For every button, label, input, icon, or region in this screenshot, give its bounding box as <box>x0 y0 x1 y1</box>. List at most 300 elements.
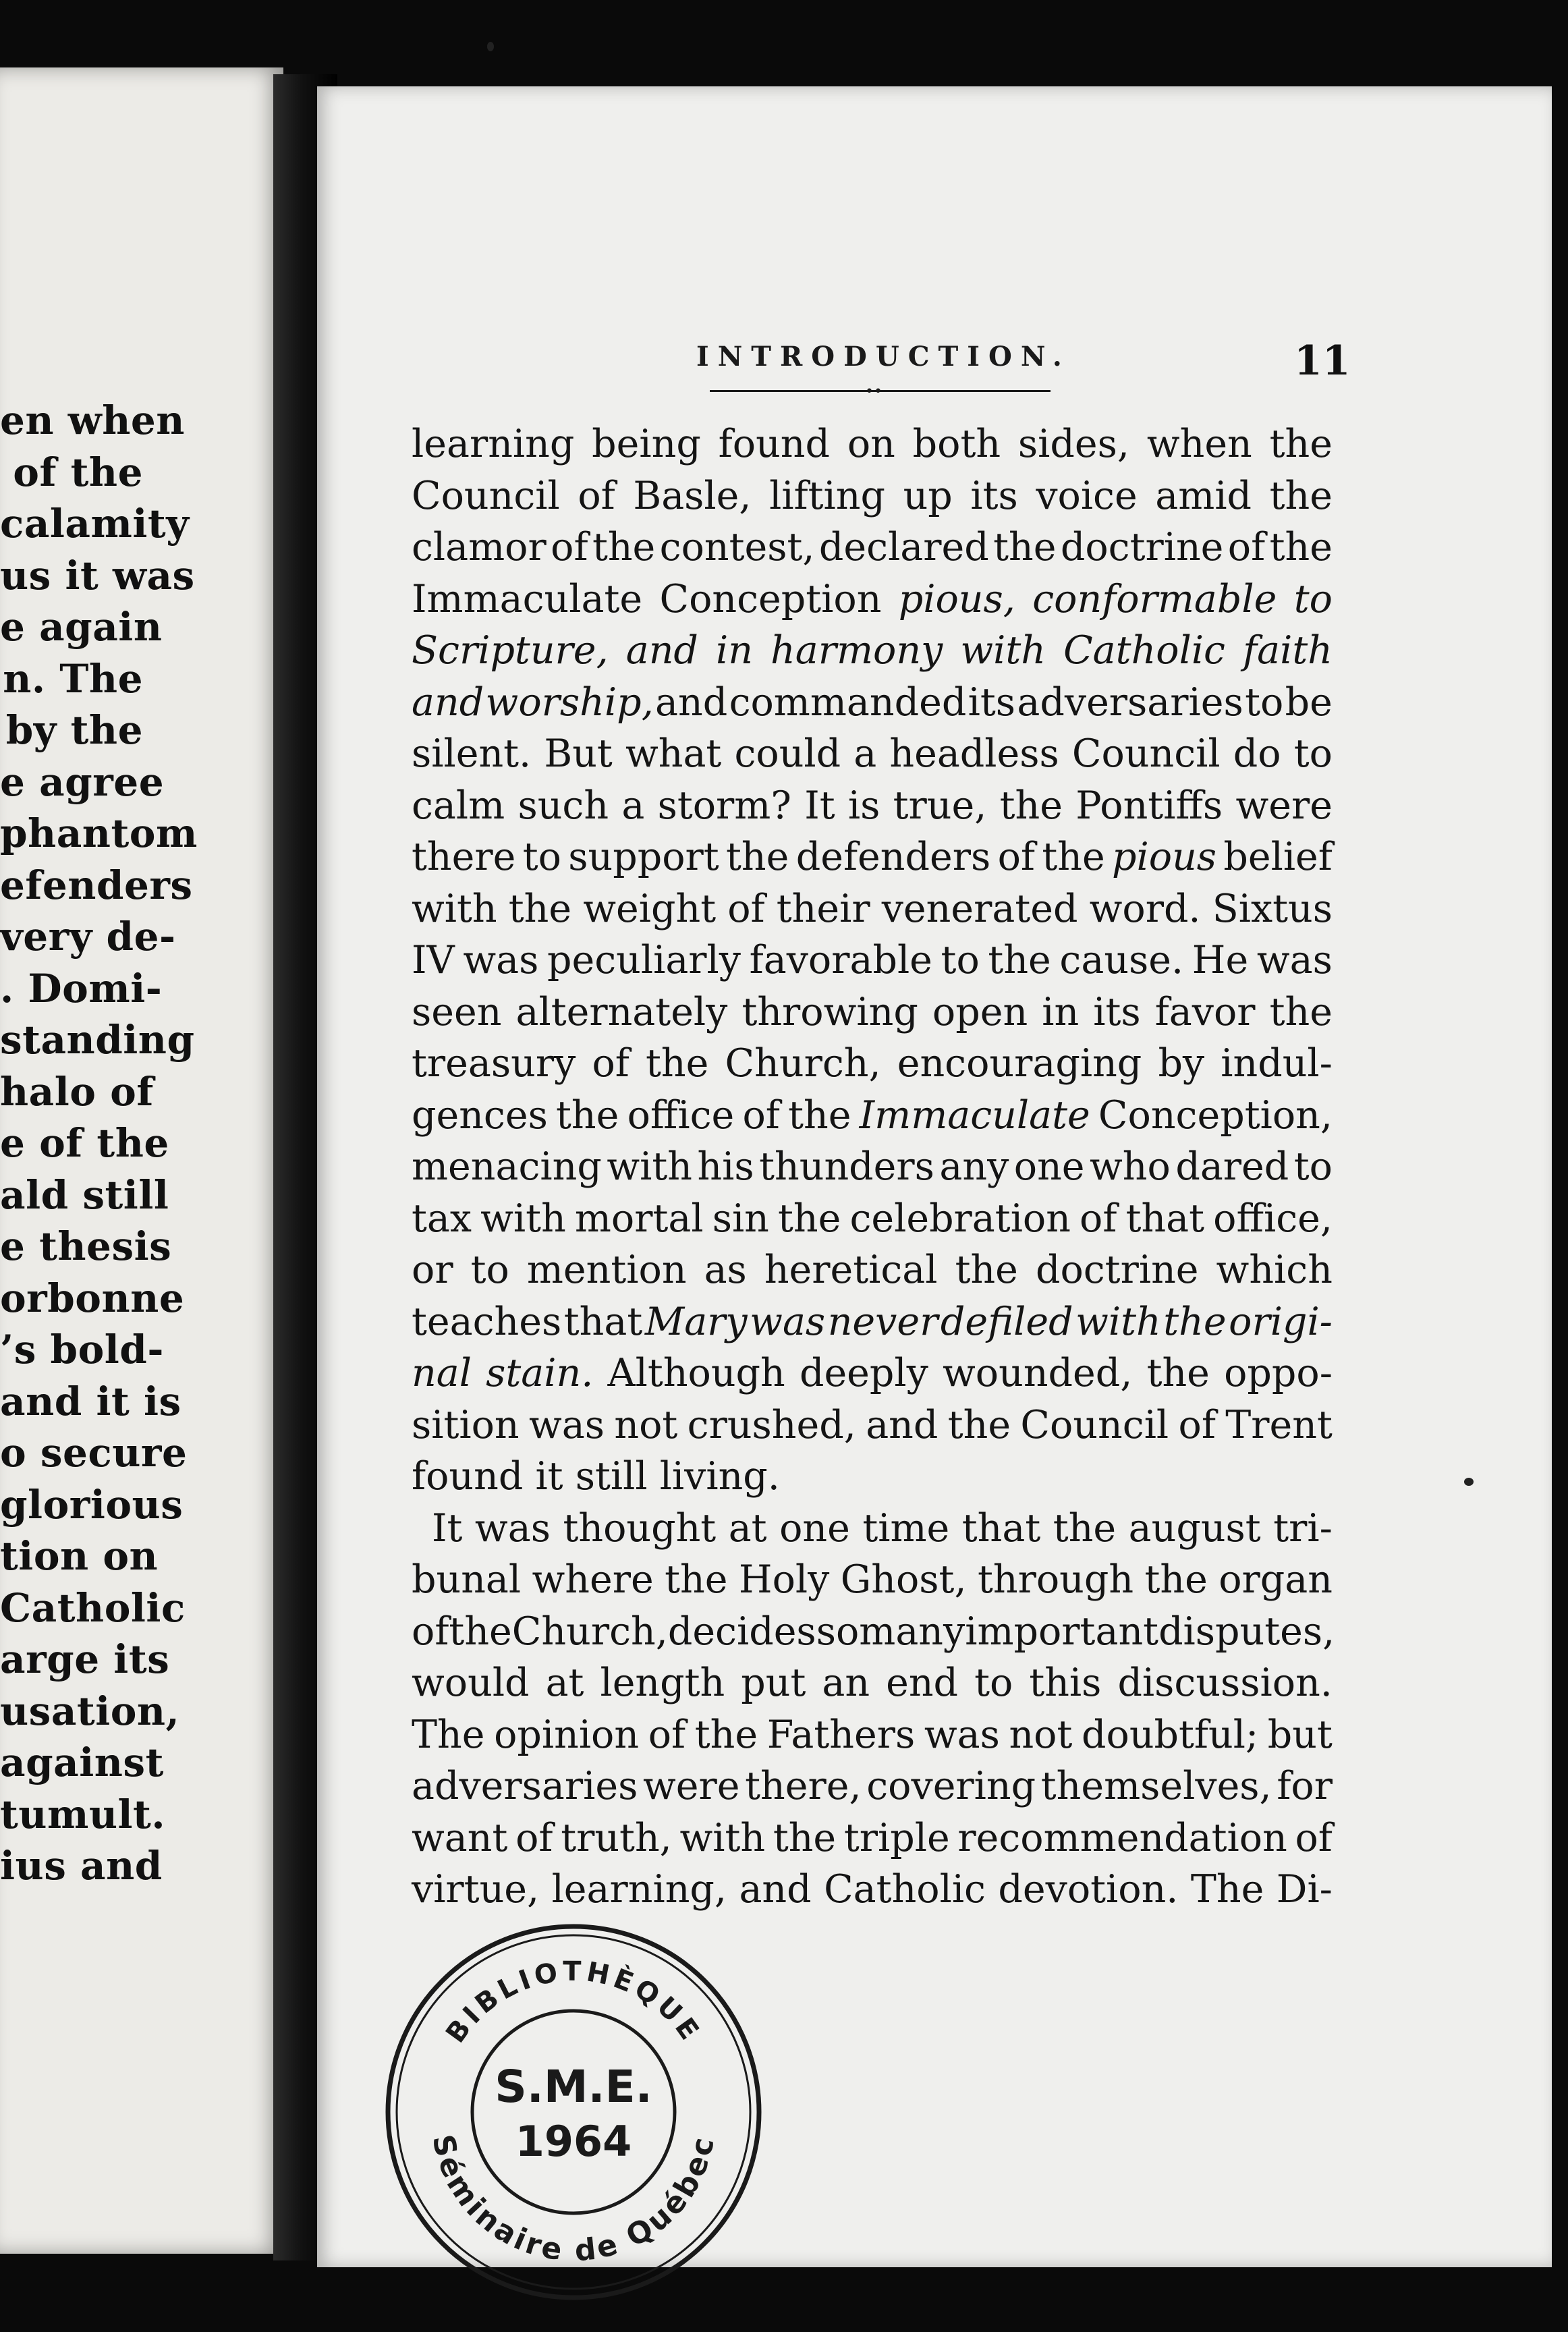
word: decides <box>667 1609 816 1654</box>
word: the <box>1053 1505 1117 1551</box>
word: could <box>734 731 841 776</box>
facing-page-line: n. The <box>3 655 143 702</box>
facing-page-line: efenders <box>0 862 193 908</box>
italic-word: worship, <box>485 679 654 725</box>
word: found <box>718 422 830 466</box>
word: the <box>993 525 1057 570</box>
italic-word: stain. <box>486 1351 594 1395</box>
word: the <box>1269 422 1333 466</box>
word: sition <box>412 1402 520 1447</box>
word: covering <box>866 1764 1036 1808</box>
word: virtue, <box>412 1867 540 1912</box>
word: of <box>742 1092 780 1138</box>
word: clamor <box>412 525 547 570</box>
word: one <box>779 1505 850 1551</box>
word: Ghost, <box>840 1557 967 1602</box>
word: to <box>974 1661 1013 1705</box>
word: what <box>625 731 722 776</box>
facing-page-left <box>0 67 283 2254</box>
word: adversaries <box>412 1764 638 1808</box>
facing-page-text <box>0 395 198 1892</box>
word: silent. <box>412 731 532 776</box>
word: to <box>941 938 980 982</box>
word: Conception, <box>1098 1092 1333 1138</box>
word: to <box>522 835 561 879</box>
word: who <box>1090 1144 1171 1189</box>
facing-page-line: e agree <box>0 758 165 805</box>
word: by <box>1158 1041 1205 1086</box>
word: his <box>697 1144 754 1189</box>
word: with <box>412 886 497 931</box>
text-line <box>412 574 1333 626</box>
word: support <box>568 835 719 879</box>
library-stamp <box>378 1916 769 2308</box>
word: the <box>665 1557 728 1602</box>
word: the <box>947 1402 1011 1447</box>
word: Sixtus <box>1212 886 1333 931</box>
body-text <box>412 418 1333 1916</box>
word: the <box>646 1041 709 1086</box>
word: It <box>432 1505 463 1551</box>
italic-word: conformable <box>1032 576 1277 621</box>
italic-word: with <box>960 628 1046 673</box>
word: the <box>773 1815 837 1860</box>
word: when <box>1146 422 1252 466</box>
word: to <box>1293 731 1333 776</box>
word: of <box>412 1609 449 1654</box>
word: their <box>776 886 870 931</box>
facing-page-line: orbonne <box>0 1275 185 1321</box>
italic-word: to <box>1293 576 1333 621</box>
running-head: INTRODUCTION. <box>696 341 1071 372</box>
text-line <box>412 1657 1333 1709</box>
word: want <box>412 1815 508 1860</box>
text-line <box>412 470 1333 522</box>
facing-page-line: e again <box>0 604 163 650</box>
word: Church, <box>511 1609 668 1654</box>
word: alternately <box>515 989 728 1034</box>
word: with <box>480 1196 566 1241</box>
italic-word: defiled <box>940 1299 1073 1344</box>
word: with <box>679 1815 766 1860</box>
word: length <box>600 1661 725 1705</box>
word: the <box>955 1248 1018 1292</box>
word: of <box>648 1712 686 1757</box>
italic-word: in <box>716 628 753 673</box>
word: tax <box>412 1196 472 1241</box>
word: Di- <box>1276 1867 1333 1912</box>
header-ornament: •• <box>865 383 883 400</box>
word: this <box>1029 1661 1102 1705</box>
word: Council <box>1071 731 1221 776</box>
word: but <box>1267 1712 1333 1757</box>
word: Pontiffs <box>1075 783 1223 828</box>
word: themselves, <box>1040 1764 1272 1808</box>
word: a <box>853 731 877 776</box>
text-line <box>412 1864 1333 1916</box>
word: august <box>1128 1505 1261 1551</box>
italic-word: nal <box>412 1351 472 1395</box>
text-line <box>412 831 1333 883</box>
word: for <box>1277 1764 1333 1808</box>
word: doctrine <box>1035 1248 1199 1292</box>
facing-page-line: calamity <box>0 501 190 547</box>
word: to <box>1245 679 1284 725</box>
word: heretical <box>764 1248 938 1292</box>
word: of <box>727 886 765 931</box>
word: the <box>556 1092 619 1138</box>
word: found <box>412 1454 524 1499</box>
facing-page-line: usation, <box>0 1688 180 1734</box>
word: menacing <box>412 1144 602 1189</box>
word: important <box>965 1609 1159 1654</box>
word: oppo- <box>1224 1351 1333 1395</box>
facing-page-line: against <box>0 1740 164 1785</box>
word: be <box>1285 679 1333 725</box>
word: time <box>862 1505 950 1551</box>
word: celebration <box>849 1196 1071 1241</box>
text-line <box>412 1606 1333 1658</box>
word: amid <box>1155 473 1252 518</box>
facing-page-line: tion on <box>0 1533 159 1579</box>
word: But <box>544 731 613 776</box>
word: of <box>1227 525 1266 570</box>
facing-page-line: and it is <box>0 1378 181 1424</box>
text-line <box>412 1760 1333 1812</box>
facing-page-line: us it was <box>0 552 195 599</box>
word: triple <box>843 1815 950 1860</box>
word: learning <box>412 422 575 466</box>
word: to <box>1293 1144 1333 1189</box>
text-line <box>412 935 1333 987</box>
word: mention <box>526 1248 687 1292</box>
word: belief <box>1223 835 1333 879</box>
word: as <box>704 1248 747 1292</box>
word: of <box>1178 1402 1216 1447</box>
text-line <box>412 987 1333 1038</box>
text-line <box>412 1193 1333 1245</box>
italic-word: Immaculate <box>859 1092 1090 1138</box>
word: truth, <box>561 1815 672 1860</box>
word: deeply <box>799 1351 928 1395</box>
facing-page-line: halo of <box>0 1068 154 1115</box>
word: devotion. <box>998 1867 1179 1912</box>
word: a <box>621 783 645 828</box>
word: dared <box>1175 1144 1289 1189</box>
word: tri- <box>1273 1505 1333 1551</box>
word: the <box>726 835 789 879</box>
word: its <box>968 679 1016 725</box>
word: on <box>847 422 895 466</box>
facing-page-line: very de- <box>0 914 176 960</box>
text-line <box>412 1244 1333 1296</box>
word: The <box>1190 1867 1264 1912</box>
word: voice <box>1036 473 1138 518</box>
word: that <box>1125 1196 1205 1241</box>
word: and <box>866 1402 939 1447</box>
word: treasury <box>412 1041 576 1086</box>
word: mortal <box>574 1196 704 1241</box>
italic-word: and <box>412 679 484 725</box>
word: indul- <box>1221 1041 1333 1086</box>
text-line <box>412 1451 1333 1503</box>
word: the <box>788 1092 851 1138</box>
stamp-year: 1964 <box>515 2117 632 2166</box>
word: Trent <box>1225 1402 1333 1447</box>
word: Catholic <box>824 1867 986 1912</box>
word: headless <box>889 731 1059 776</box>
word: He <box>1192 938 1249 982</box>
word: that <box>563 1299 643 1344</box>
word: the <box>988 938 1051 982</box>
word: the <box>1042 835 1105 879</box>
italic-word: was <box>750 1299 826 1344</box>
word: such <box>517 783 609 828</box>
page-number: 11 <box>1294 337 1351 385</box>
word: the <box>694 1712 758 1757</box>
word: lifting <box>769 473 885 518</box>
word: opinion <box>494 1712 640 1757</box>
word: encouraging <box>897 1041 1142 1086</box>
facing-page-line: e thesis <box>0 1223 172 1269</box>
word: of <box>578 473 615 518</box>
word: adversaries <box>1017 679 1243 725</box>
word: of <box>997 835 1035 879</box>
facing-page-line: o secure <box>0 1430 188 1476</box>
italic-word: the <box>1163 1299 1227 1344</box>
word: peculiarly <box>547 938 741 982</box>
text-line <box>412 625 1333 677</box>
word: to <box>470 1248 509 1292</box>
word: one <box>1013 1144 1085 1189</box>
text-line <box>412 883 1333 935</box>
word: was <box>924 1712 1000 1757</box>
word: thunders <box>759 1144 934 1189</box>
text-line <box>412 1399 1333 1451</box>
word: it <box>535 1454 563 1499</box>
word: in <box>1042 989 1080 1034</box>
facing-page-line: . Domi- <box>0 965 163 1011</box>
word: weight <box>583 886 717 931</box>
word: discussion. <box>1117 1661 1333 1705</box>
word: sin <box>712 1196 769 1241</box>
italic-word: pious <box>1112 835 1217 879</box>
word: do <box>1233 731 1281 776</box>
text-line <box>412 1296 1333 1348</box>
word: the <box>1269 525 1333 570</box>
word: throwing <box>741 989 918 1034</box>
text-line <box>412 728 1333 780</box>
word: the <box>449 1609 512 1654</box>
italic-word: Catholic <box>1063 628 1225 673</box>
stamp-top-text: BIBLIOTHÈQUE <box>440 1955 707 2049</box>
text-line <box>412 1038 1333 1090</box>
word: where <box>532 1557 654 1602</box>
word: doctrine <box>1060 525 1224 570</box>
italic-word: with <box>1075 1299 1161 1344</box>
word: Immaculate <box>412 576 643 621</box>
word: Fathers <box>766 1712 916 1757</box>
word: word. <box>1089 886 1201 931</box>
facing-page-line: glorious <box>0 1481 184 1528</box>
word: declared <box>818 525 989 570</box>
word: the <box>592 525 656 570</box>
word: an <box>822 1661 870 1705</box>
word: there, <box>745 1764 862 1808</box>
word: the <box>1146 1351 1210 1395</box>
word: storm? <box>657 783 791 828</box>
word: The <box>412 1712 485 1757</box>
stamp-graphic <box>378 1916 769 2308</box>
word: IV <box>412 938 455 982</box>
word: the <box>1144 1557 1208 1602</box>
word: bunal <box>412 1557 522 1602</box>
text-line <box>412 677 1333 729</box>
word: commanded <box>729 679 967 725</box>
word: which <box>1216 1248 1333 1292</box>
word: of <box>1295 1815 1333 1860</box>
word: recommendation <box>957 1815 1287 1860</box>
text-line <box>412 1554 1333 1606</box>
text-line <box>412 1348 1333 1399</box>
word: crushed, <box>687 1402 856 1447</box>
word: not <box>1009 1712 1073 1757</box>
word: and <box>739 1867 812 1912</box>
facing-page-line: by the <box>5 707 143 753</box>
word: Council <box>1020 1402 1169 1447</box>
word: of <box>551 525 588 570</box>
word: defenders <box>795 835 991 879</box>
word: still <box>575 1454 648 1499</box>
facing-page-line: standing <box>0 1017 195 1063</box>
italic-word: faith <box>1243 628 1333 673</box>
text-line <box>412 1141 1333 1193</box>
word: the <box>778 1196 841 1241</box>
text-line <box>412 1709 1333 1761</box>
word: was <box>1256 938 1333 982</box>
text-line <box>412 1090 1333 1142</box>
word: office, <box>1213 1196 1333 1241</box>
word: would <box>412 1661 530 1705</box>
facing-page-line: e of the <box>0 1120 169 1166</box>
facing-page-line: ius and <box>0 1843 163 1889</box>
word: learning, <box>551 1867 727 1912</box>
word: was <box>474 1505 551 1551</box>
word: It <box>804 783 835 828</box>
word: contest, <box>659 525 815 570</box>
word: Holy <box>738 1557 830 1602</box>
text-line <box>412 1503 1333 1555</box>
text-line <box>412 780 1333 832</box>
word: Basle, <box>633 473 752 518</box>
word: disputes, <box>1158 1609 1335 1654</box>
stamp-code: S.M.E. <box>495 2061 652 2113</box>
word: is <box>847 783 880 828</box>
word: many <box>859 1609 965 1654</box>
word: sides, <box>1017 422 1129 466</box>
word: Church, <box>725 1041 881 1086</box>
word: thought <box>563 1505 717 1551</box>
word: up <box>903 473 953 518</box>
word: living. <box>659 1454 780 1499</box>
svg-text:BIBLIOTHÈQUE <box>440 1956 706 2049</box>
word: the <box>1269 989 1333 1034</box>
word: at <box>545 1661 584 1705</box>
word: its <box>970 473 1018 518</box>
word: put <box>741 1661 806 1705</box>
text-line <box>412 522 1333 574</box>
word: or <box>412 1248 453 1292</box>
word: wounded, <box>943 1351 1133 1395</box>
word: were <box>1235 783 1333 828</box>
word: doubtful; <box>1082 1712 1259 1757</box>
word: Council <box>412 473 560 518</box>
word: end <box>886 1661 959 1705</box>
word: were <box>643 1764 740 1808</box>
italic-word: harmony <box>771 628 943 673</box>
facing-page-line: Catholic <box>0 1584 186 1631</box>
word: calm <box>412 783 505 828</box>
italic-word: and <box>625 628 698 673</box>
word: its <box>1093 989 1141 1034</box>
word: Although <box>607 1351 785 1395</box>
word: any <box>939 1144 1009 1189</box>
word: seen <box>412 989 502 1034</box>
word: the <box>508 886 572 931</box>
word: was <box>463 938 539 982</box>
word: so <box>816 1609 860 1654</box>
word: teaches <box>412 1299 562 1344</box>
facing-page-line: ’s bold- <box>0 1327 164 1372</box>
facing-page-line: ald still <box>0 1171 169 1218</box>
italic-word: never <box>827 1299 939 1344</box>
word: both <box>912 422 1001 466</box>
word: favorable <box>749 938 932 982</box>
facing-page-line: arge its <box>0 1636 170 1682</box>
paper-speck <box>1464 1478 1474 1486</box>
word: there <box>412 835 516 879</box>
facing-page-line: tumult. <box>0 1791 166 1837</box>
word: the <box>1269 473 1333 518</box>
text-line <box>412 1812 1333 1864</box>
word: the <box>999 783 1063 828</box>
word: true, <box>893 783 987 828</box>
word: that <box>961 1505 1041 1551</box>
word: gences <box>412 1092 548 1138</box>
word: cause. <box>1059 938 1184 982</box>
word: was <box>529 1402 605 1447</box>
word: open <box>932 989 1028 1034</box>
stamp-bottom-text: Séminaire de Québec <box>425 2132 722 2269</box>
italic-word: Scripture, <box>412 628 609 673</box>
paper-speck <box>487 42 494 51</box>
facing-page-line: en when <box>0 397 185 443</box>
word: being <box>592 422 701 466</box>
text-line <box>412 418 1333 470</box>
word: through <box>977 1557 1134 1602</box>
word: office <box>627 1092 735 1138</box>
word: and <box>655 679 728 725</box>
word: at <box>728 1505 767 1551</box>
italic-word: pious, <box>898 576 1015 621</box>
word: Conception <box>659 576 882 621</box>
word: venerated <box>881 886 1078 931</box>
word: favor <box>1154 989 1256 1034</box>
word: not <box>614 1402 678 1447</box>
facing-page-line: of the <box>13 449 143 495</box>
italic-word: Mary <box>644 1299 748 1344</box>
word: of <box>515 1815 553 1860</box>
